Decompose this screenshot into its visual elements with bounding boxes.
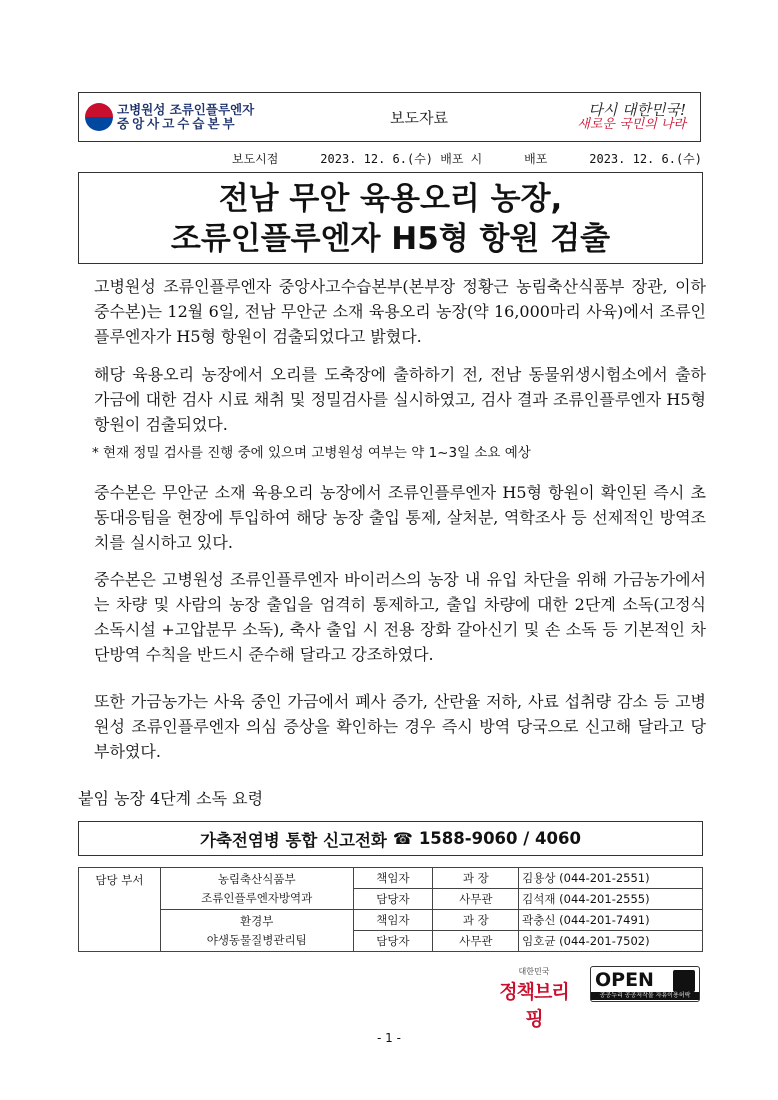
paragraph-3 [78,480,706,555]
title-cell: 과 장 [433,910,519,931]
role-cell: 책임자 [353,910,433,931]
paragraph-4-text: 중수본은 고병원성 조류인플루엔자 바이러스의 농장 내 유입 차단을 위해 가금농가에서는 차량 및 사람의 농장 출입을 엄격히 통제하고, 출입 차량에 대한 2단계 소독(고정식 소독시설 +고압분무 소독), 축사 출입 시 전용 장화 갈아신기 및 손 소독 등 기본적인 차단방역 수칙을 반드시 준수해 달라고 강조하였다. [94,570,706,664]
dept-2 [160,910,353,952]
title-line2: 조류인플루엔자 H5형 항원 검출 [170,221,611,257]
title-cell: 사무관 [433,931,519,952]
page-number: - 1 - [377,1031,401,1045]
header-box [78,92,701,142]
policy-briefing-logo [494,966,574,1031]
embargo-value: 2023. 12. 6.(수) 배포 시 [320,152,483,166]
title-cell: 사무관 [433,889,519,910]
open-caption: 공공누리 공공저작물 자유이용허락 [591,992,699,1000]
phone-icon: ☎ [392,829,413,848]
attachment-note: 붙임 농장 4단계 소독 요령 [78,789,264,808]
title-line1: 전남 무안 육용오리 농장, [218,181,563,217]
contacts-table [78,867,703,952]
license-badge-icon [673,970,695,992]
open-license-mark [590,966,700,1002]
contact-cell: 곽충신 (044-201-7491) [519,910,703,931]
embargo-label: 보도시점 [232,152,279,166]
org-name-line1: 고병원성 조류인플루엔자 [117,101,255,117]
distribution-value: 2023. 12. 6.(수) [589,152,702,166]
hotline-number: 1588-9060 / 4060 [418,829,581,848]
government-emblem-icon [85,103,113,131]
table-row [79,910,703,931]
dept-1-division: 조류인플루엔자방역과 [201,890,313,905]
dept-2-division: 야생동물질병관리팀 [206,932,307,947]
title-box [78,172,703,264]
dept-label: 담당 부서 [79,868,161,952]
open-label: OPEN [595,969,654,991]
org-logo [79,103,279,132]
role-cell: 담당자 [353,931,433,952]
paragraph-1 [78,274,706,349]
role-cell: 책임자 [353,868,433,889]
paragraph-2 [78,362,706,437]
paragraph-1-text: 고병원성 조류인플루엔자 중앙사고수습본부(본부장 정황근 농림축산식품부 장관, 이하 중수본)는 12월 6일, 전남 무안군 소재 육용오리 농장(약 16,000마리 사육)에서 조류인플루엔자가 H5형 항원이 검출되었다고 밝혔다. [94,277,706,346]
briefing-country: 대한민국 [518,967,550,976]
slogan-line1: 다시 대한민국! [588,100,686,119]
contact-cell: 김석재 (044-201-2555) [519,889,703,910]
paragraph-5-text: 또한 가금농가는 사육 중인 가금에서 폐사 증가, 산란율 저하, 사료 섭취량 감소 등 고병원성 조류인플루엔자 의심 증상을 확인하는 경우 즉시 방역 당국으로 신고해 달라고 당부하였다. [94,692,706,761]
paragraph-4 [78,567,706,667]
note: * 현재 정밀 검사를 진행 중에 있으며 고병원성 여부는 약 1~3일 소요 예상 [92,445,531,461]
title-cell: 과 장 [433,868,519,889]
contact-cell: 임호균 (044-201-7502) [519,931,703,952]
table-row [79,868,703,889]
dept-1 [160,868,353,910]
distribution-label: 배포 [524,152,548,166]
paragraph-5 [78,689,706,764]
slogan-line2: 새로운 국민의 나라 [577,117,686,133]
slogan [577,102,686,133]
dept-1-ministry: 농림축산식품부 [217,871,296,886]
role-cell: 담당자 [353,889,433,910]
release-info [232,150,702,167]
contact-cell: 김용상 (044-201-2551) [519,868,703,889]
paragraph-2-text: 해당 육용오리 농장에서 오리를 도축장에 출하하기 전, 전남 동물위생시험소에서 출하 가금에 대한 검사 시료 채취 및 정밀검사를 실시하였고, 검사 결과 조류인플루엔자 H5형 항원이 검출되었다. [94,365,706,434]
press-release-label: 보도자료 [390,108,448,127]
dept-2-ministry: 환경부 [240,913,274,928]
hotline-label: 가축전염병 통합 신고전화 [200,830,387,850]
org-name-line2: 중앙사고수습본부 [117,116,238,131]
briefing-name: 정책브리핑 [499,981,569,1030]
hotline-box [78,821,703,856]
paragraph-3-text: 중수본은 무안군 소재 육용오리 농장에서 조류인플루엔자 H5형 항원이 확인된 즉시 초동대응팀을 현장에 투입하여 해당 농장 출입 통제, 살처분, 역학조사 등 선제적인 방역조치를 실시하고 있다. [94,483,706,552]
